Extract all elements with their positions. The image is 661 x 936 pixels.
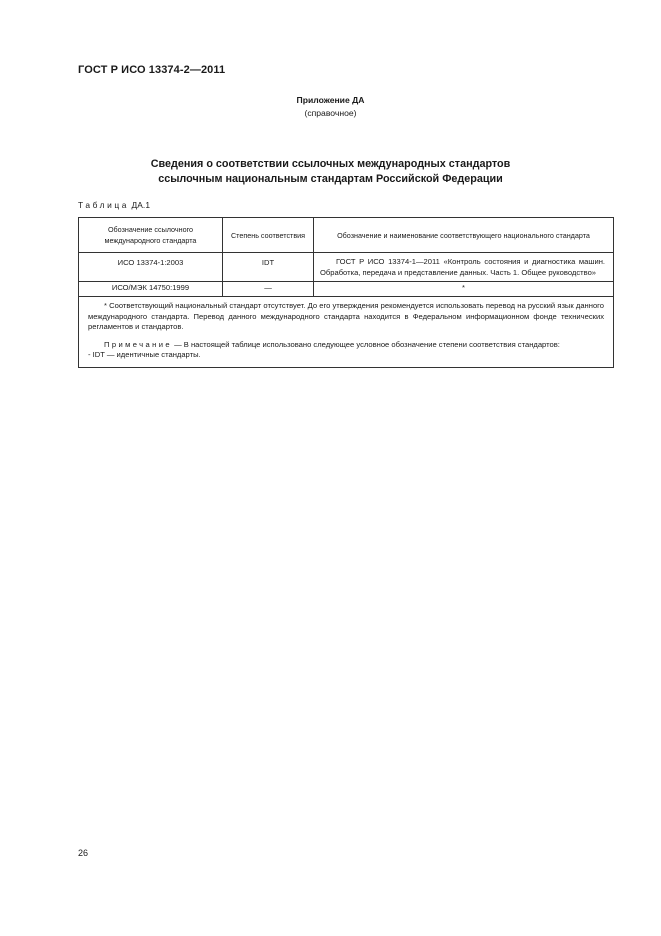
table-header-row [79,218,614,253]
appendix-subtitle: (справочное) [304,108,357,118]
note-label: Примечание [104,339,172,349]
table-label-word: Таблица [78,200,130,210]
footnote: * Соответствующий национальный стандарт отсутствует. До его утверждения рекомендуется использовать перевод на русский язык данного международного стандарта. Перевод данного международного стандарта находится в Федеральном информационном фонде технических регламентов и стандартов. [88,301,604,331]
note-text: — В настоящей таблице использовано следующее условное обозначение степени соответствия стандартов: [171,339,560,349]
row-national: ГОСТ Р ИСО 13374-1—2011 «Контроль состояния и диагностика машин. Обработка, передача и представление данных. Часть 1. Общее руководство» [314,253,614,282]
page-number: 26 [78,848,89,858]
row-degree: IDT [223,253,314,282]
row-degree: — [223,282,314,297]
section-title-line-2: ссылочным национальным стандартам Российской Федерации [158,173,503,185]
appendix-title: Приложение ДА [296,95,365,105]
table-row [79,253,614,282]
note-item: - IDT — идентичные стандарты. [88,350,201,359]
header-designation: Обозначение ссылочного международного стандарта [79,218,223,253]
row-designation: ИСО 13374-1:2003 [79,253,223,282]
reference-table [78,217,614,368]
note [88,340,604,351]
table-label [78,200,150,210]
appendix-heading [0,94,661,120]
section-title [0,157,661,187]
header-national: Обозначение и наименование соответствующего национального стандарта [314,218,614,253]
table-label-code: ДА.1 [129,200,151,210]
document-code: ГОСТ Р ИСО 13374-2—2011 [78,64,226,76]
table-notes [79,297,614,368]
row-national: * [314,282,614,297]
table-notes-row [79,297,614,368]
table-row [79,282,614,297]
row-designation: ИСО/МЭК 14750:1999 [79,282,223,297]
header-degree: Степень соответствия [223,218,314,253]
section-title-line-1: Сведения о соответствии ссылочных международных стандартов [150,158,511,170]
